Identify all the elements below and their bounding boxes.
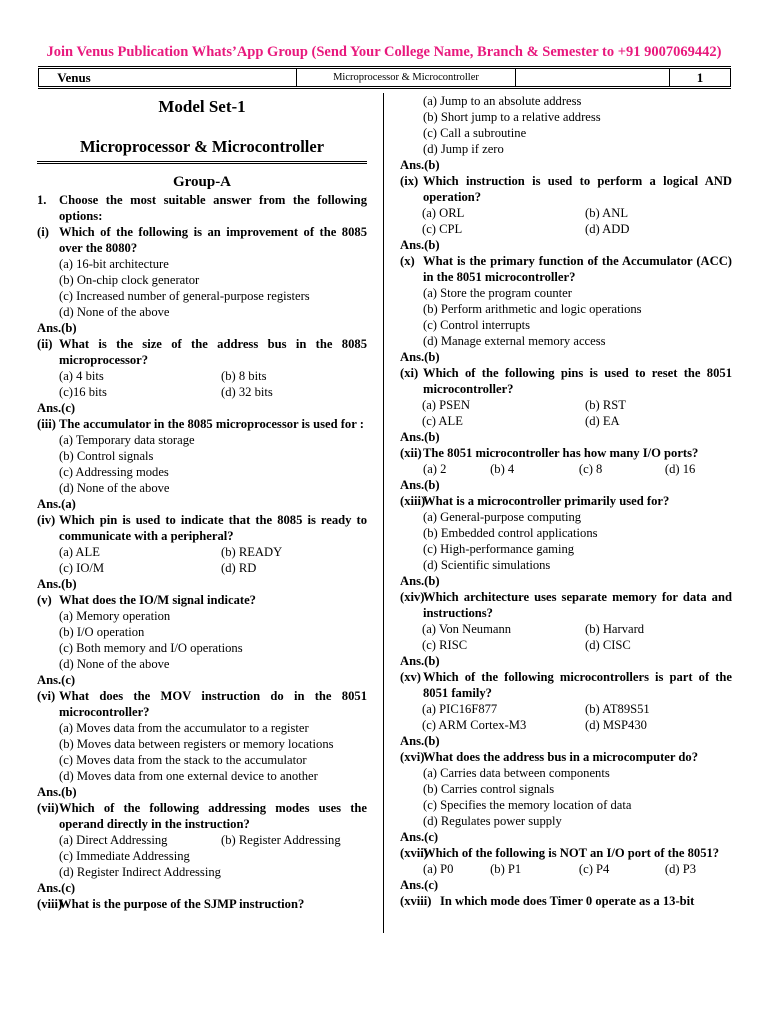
option: (c) Increased number of general-purpose registers [59, 289, 310, 303]
question-10: (x) What is the primary function of the Accumulator (ACC) in the 8051 microcontroller? [400, 254, 732, 284]
option: (c) Addressing modes [59, 465, 169, 479]
option: (b) Short jump to a relative address [423, 110, 601, 124]
option: (b) Carries control signals [423, 782, 555, 796]
option: (b) Control signals [59, 449, 154, 463]
header-subject-title: Microprocessor & Microcontroller [296, 69, 516, 86]
option: (d) Jump if zero [423, 142, 504, 156]
question-12: (xii) The 8051 microcontroller has how many I/O ports? [400, 446, 699, 460]
option: (b) Embedded control applications [423, 526, 598, 540]
question-18: (xviii) In which mode does Timer 0 operate as a 13-bit [400, 894, 695, 908]
answer: Ans.(b) [37, 785, 77, 799]
option-row: (a) 2 (b) 4 (c) 8 (d) 16 [423, 462, 696, 476]
answer: Ans.(b) [400, 430, 440, 444]
answer: Ans.(b) [400, 734, 440, 748]
option: (b) On-chip clock generator [59, 273, 200, 287]
option: (a) Moves data from the accumulator to a register [59, 721, 309, 735]
option: (d) Moves data from one external device to another [59, 769, 318, 783]
question-6: (vi) What does the MOV instruction do in the 8051 microcontroller? [37, 689, 367, 719]
column-divider [383, 93, 384, 933]
answer: Ans.(c) [37, 401, 76, 415]
question-4: (iv) Which pin is used to indicate that the 8085 is ready to communicate with a peripheral? [37, 513, 367, 543]
option: (d) None of the above [59, 481, 170, 495]
option-row: (a) ORL (b) ANL [422, 206, 629, 220]
question-17: (xvii) Which of the following is NOT an I/O port of the 8051? [400, 846, 720, 860]
option: (c) Specifies the memory location of data [423, 798, 632, 812]
subject-title: Microprocessor & Microcontroller [37, 136, 367, 164]
right-column [400, 93, 732, 909]
option-row: (c) CPL (d) ADD [422, 222, 630, 236]
option: (d) None of the above [59, 305, 170, 319]
question-15: (xv) Which of the following microcontrollers is part of the 8051 family? [400, 670, 732, 700]
option: (c) Both memory and I/O operations [59, 641, 243, 655]
question-7: (vii) Which of the following addressing modes uses the operand directly in the instruction? [37, 801, 367, 831]
question-3: (iii) The accumulator in the 8085 microprocessor is used for : [37, 417, 364, 431]
page-header [38, 66, 731, 89]
option-row: (a) Direct Addressing (b) Register Addressing [59, 833, 341, 847]
answer: Ans.(b) [400, 158, 440, 172]
option-row: (a) PIC16F877 (b) AT89S51 [422, 702, 650, 716]
answer: Ans.(b) [400, 654, 440, 668]
answer: Ans.(c) [37, 881, 76, 895]
answer: Ans.(a) [37, 497, 76, 511]
answer: Ans.(b) [400, 574, 440, 588]
option: (a) 16-bit architecture [59, 257, 169, 271]
answer: Ans.(c) [400, 830, 439, 844]
model-set-title: Model Set-1 [158, 97, 246, 116]
option: (c) Moves data from the stack to the accumulator [59, 753, 307, 767]
option-row: (a) PSEN (b) RST [422, 398, 626, 412]
page-number: 1 [669, 69, 731, 86]
answer: Ans.(c) [400, 878, 439, 892]
option-row: (c) IO/M (d) RD [59, 561, 257, 575]
question-11: (xi) Which of the following pins is used to reset the 8051 microcontroller? [400, 366, 732, 396]
question-14: (xiv) Which architecture uses separate memory for data and instructions? [400, 590, 732, 620]
question-8: (viii) What is the purpose of the SJMP instruction? [37, 897, 305, 911]
option: (b) Perform arithmetic and logic operations [423, 302, 642, 316]
answer: Ans.(b) [400, 238, 440, 252]
option-row: (c)16 bits (d) 32 bits [59, 385, 273, 399]
option: (a) Jump to an absolute address [423, 94, 582, 108]
option: (c) Call a subroutine [423, 126, 527, 140]
answer: Ans.(b) [400, 350, 440, 364]
option: (d) Regulates power supply [423, 814, 562, 828]
question-5: (v) What does the IO/M signal indicate? [37, 593, 256, 607]
option: (a) Store the program counter [423, 286, 572, 300]
answer: Ans.(b) [37, 321, 77, 335]
answer: Ans.(b) [400, 478, 440, 492]
left-column [37, 93, 367, 912]
question-13: (xiii) What is a microcontroller primarily used for? [400, 494, 670, 508]
option-row: (a) Von Neumann (b) Harvard [422, 622, 645, 636]
option: (c) Immediate Addressing [59, 849, 190, 863]
option-row: (a) 4 bits (b) 8 bits [59, 369, 267, 383]
option: (a) Carries data between components [423, 766, 610, 780]
option: (c) High-performance gaming [423, 542, 575, 556]
option: (b) Moves data between registers or memory locations [59, 737, 334, 751]
option: (a) Memory operation [59, 609, 171, 623]
question-2: (ii) What is the size of the address bus in the 8085 microprocessor? [37, 337, 367, 367]
answer: Ans.(b) [37, 577, 77, 591]
option-row: (c) RISC (d) CISC [422, 638, 631, 652]
option: (d) None of the above [59, 657, 170, 671]
option-row: (a) P0 (b) P1 (c) P4 (d) P3 [423, 862, 697, 876]
question-9: (ix) Which instruction is used to perform a logical AND operation? [400, 174, 732, 204]
option: (d) Manage external memory access [423, 334, 606, 348]
answer: Ans.(c) [37, 673, 76, 687]
group-heading: Group-A [172, 174, 232, 190]
option: (a) Temporary data storage [59, 433, 195, 447]
option: (d) Register Indirect Addressing [59, 865, 221, 879]
option-row: (a) ALE (b) READY [59, 545, 283, 559]
option: (a) General-purpose computing [423, 510, 582, 524]
option: (c) Control interrupts [423, 318, 531, 332]
option-row: (c) ARM Cortex-M3 (d) MSP430 [422, 718, 647, 732]
whatsapp-group-banner: Join Venus Publication Whats’App Group (Send Your College Name, Branch & Semester to +91 9007069442) [46, 44, 722, 60]
option-row: (c) ALE (d) EA [422, 414, 620, 428]
publisher-name: Venus [38, 69, 109, 86]
option: (d) Scientific simulations [423, 558, 551, 572]
option: (b) I/O operation [59, 625, 145, 639]
instruction: 1. Choose the most suitable answer from the following options: [37, 193, 367, 223]
question-16: (xvi) What does the address bus in a microcomputer do? [400, 750, 698, 764]
question-1: (i) Which of the following is an improvement of the 8085 over the 8080? [37, 225, 367, 255]
